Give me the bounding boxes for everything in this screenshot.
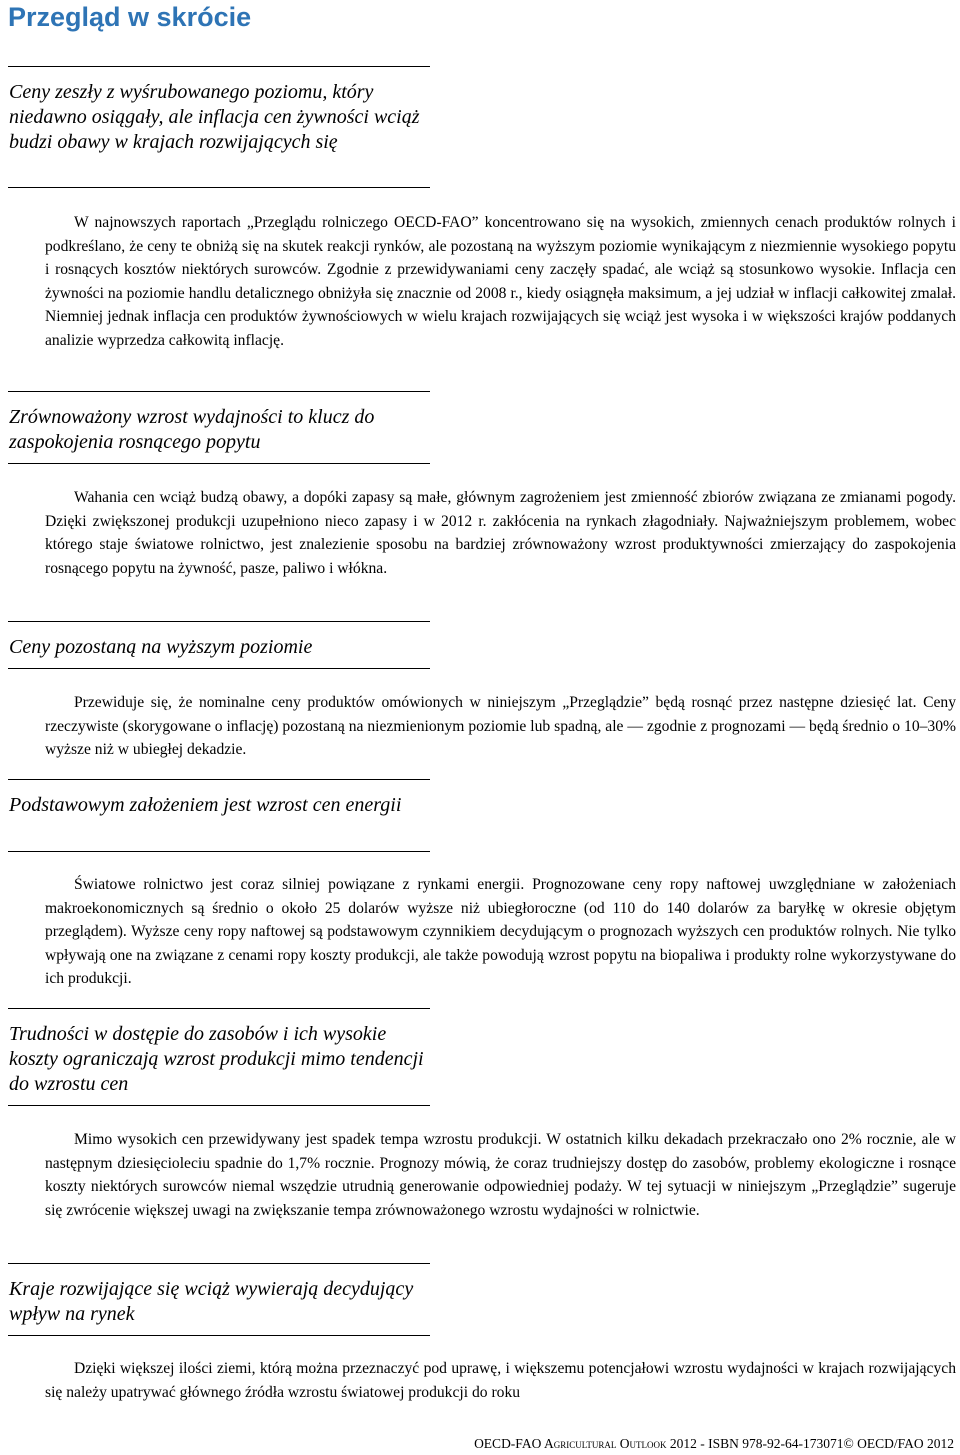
page-footer xyxy=(474,1436,954,1452)
section-divider-top xyxy=(8,1008,430,1009)
section-heading: Zrównoważony wzrost wydajności to klucz do zaspokojenia rosnącego popytu xyxy=(9,406,375,453)
footer-publication: OECD-FAO Agricultural Outlook 2012 xyxy=(474,1436,697,1451)
section-divider-top xyxy=(8,66,430,67)
section-divider-bottom xyxy=(8,668,430,669)
section-paragraph: Dzięki większej ilości ziemi, którą można przeznaczyć pod uprawę, i większemu potencjałowi wzrostu wydajności w krajach rozwijających się należy upatrywać głównego źródła wzrostu światowej produkcji do roku xyxy=(45,1360,956,1401)
section-heading: Ceny pozostaną na wyższym poziomie xyxy=(9,636,313,658)
section-paragraph: Mimo wysokich cen przewidywany jest spadek tempa wzrostu produkcji. W ostatnich kilku dekadach przekraczało ono 2% rocznie, ale w następnym dziesięcioleciu spadnie do 1,7% rocznie. Prognozy mówią, że coraz trudniejszy dostęp do zasobów, problemy ekologiczne i rosnące koszty niektórych surowców niemal wszędzie utrudnią generowanie odpowiedniej podaży. W tej sytuacji w niniejszym „Przeglądzie” sugeruje się zwrócenie większej uwagi na zwiększanie tempa zrównoważonego wzrostu wydajności w rolnictwie. xyxy=(45,1131,956,1219)
section-paragraph: Wahania cen wciąż budzą obawy, a dopóki zapasy są małe, głównym zagrożeniem jest zmienność zbiorów związana ze zmianami pogody. Dzięki zwiększonej produkcji uzupełniono nieco zapasy i w 2012 r. zakłócenia na rynkach złagodniały. Najważniejszym problemem, wobec którego staje światowe rolnictwo, jest znalezienie sposobu na bardziej zrównoważony wzrost produktywności zmierzający do zaspokojenia rosnącego popytu na żywność, pasze, paliwo i włókna. xyxy=(45,489,956,577)
section-divider-bottom xyxy=(8,851,430,852)
section-heading: Kraje rozwijające się wciąż wywierają decydujący wpływ na rynek xyxy=(9,1278,414,1325)
section-divider-top xyxy=(8,621,430,622)
section-paragraph: W najnowszych raportach „Przeglądu rolniczego OECD-FAO” koncentrowano się na wysokich, zmiennych cenach produktów rolnych i podkreślano, że ceny te obniżą się na skutek reakcji rynków, ale pozostaną na wyższym poziomie wynikającym z niezmiennie wysokiego popytu i rosnących kosztów niektórych surowców. Zgodnie z przewidywaniami ceny zaczęły spadać, ale wciąż są stosunkowo wysokie. Inflacja cen żywności na poziomie handlu detalicznego obniżyła się znacznie od 2008 r., kiedy osiągnęła maksimum, a jej udział w inflacji całkowitej zmalał. Niemniej jednak inflacja cen produktów żywnościowych w wielu krajach rozwijających się wciąż jest wysoka i w większości krajów poddanych analizie wyprzedza całkowitą inflację. xyxy=(45,214,956,349)
page-title: Przegląd w skrócie xyxy=(8,2,252,32)
section-heading: Podstawowym założeniem jest wzrost cen energii xyxy=(9,794,402,816)
section-divider-top xyxy=(8,1263,430,1264)
section-divider-bottom xyxy=(8,187,430,188)
section-divider-top xyxy=(8,779,430,780)
section-heading: Trudności w dostępie do zasobów i ich wysokie koszty ograniczają wzrost produkcji mimo tendencji do wzrostu cen xyxy=(9,1023,424,1095)
section-paragraph: Przewiduje się, że nominalne ceny produktów omówionych w niniejszym „Przeglądzie” będą rosnąć przez następne dziesięć lat. Ceny rzeczywiste (skorygowane o inflację) pozostaną na niezmienionym poziomie lub spadną, ale — zgodnie z prognozami — będą średnio o 10–30% wyższe niż w ubiegłej dekadzie. xyxy=(45,694,956,759)
section-paragraph: Światowe rolnictwo jest coraz silniej powiązane z rynkami energii. Prognozowane ceny ropy naftowej uwzględniane w założeniach makroekonomicznych są średnio o około 25 dolarów wyższe niż ubiegłoroczne (od 110 do 140 dolarów za baryłkę w okresie objętym przeglądem). Wyższe ceny ropy naftowej są podstawowym czynnikiem decydującym o prognozach wyższych cen produktów rolnych. Nie tylko wpływają one na związane z cenami ropy koszty produkcji, ale także powodują wzrost popytu na biopaliwa i produkty rolne wykorzystywane do ich produkcji. xyxy=(45,876,956,988)
section-divider-bottom xyxy=(8,1105,430,1106)
footer-isbn: - ISBN 978-92-64-173071© OECD/FAO 2012 xyxy=(696,1436,954,1451)
section-divider-bottom xyxy=(8,1335,430,1336)
section-divider-bottom xyxy=(8,463,430,464)
section-heading: Ceny zeszły z wyśrubowanego poziomu, który niedawno osiągały, ale inflacja cen żywności wciąż budzi obawy w krajach rozwijających się xyxy=(9,81,420,153)
section-divider-top xyxy=(8,391,430,392)
